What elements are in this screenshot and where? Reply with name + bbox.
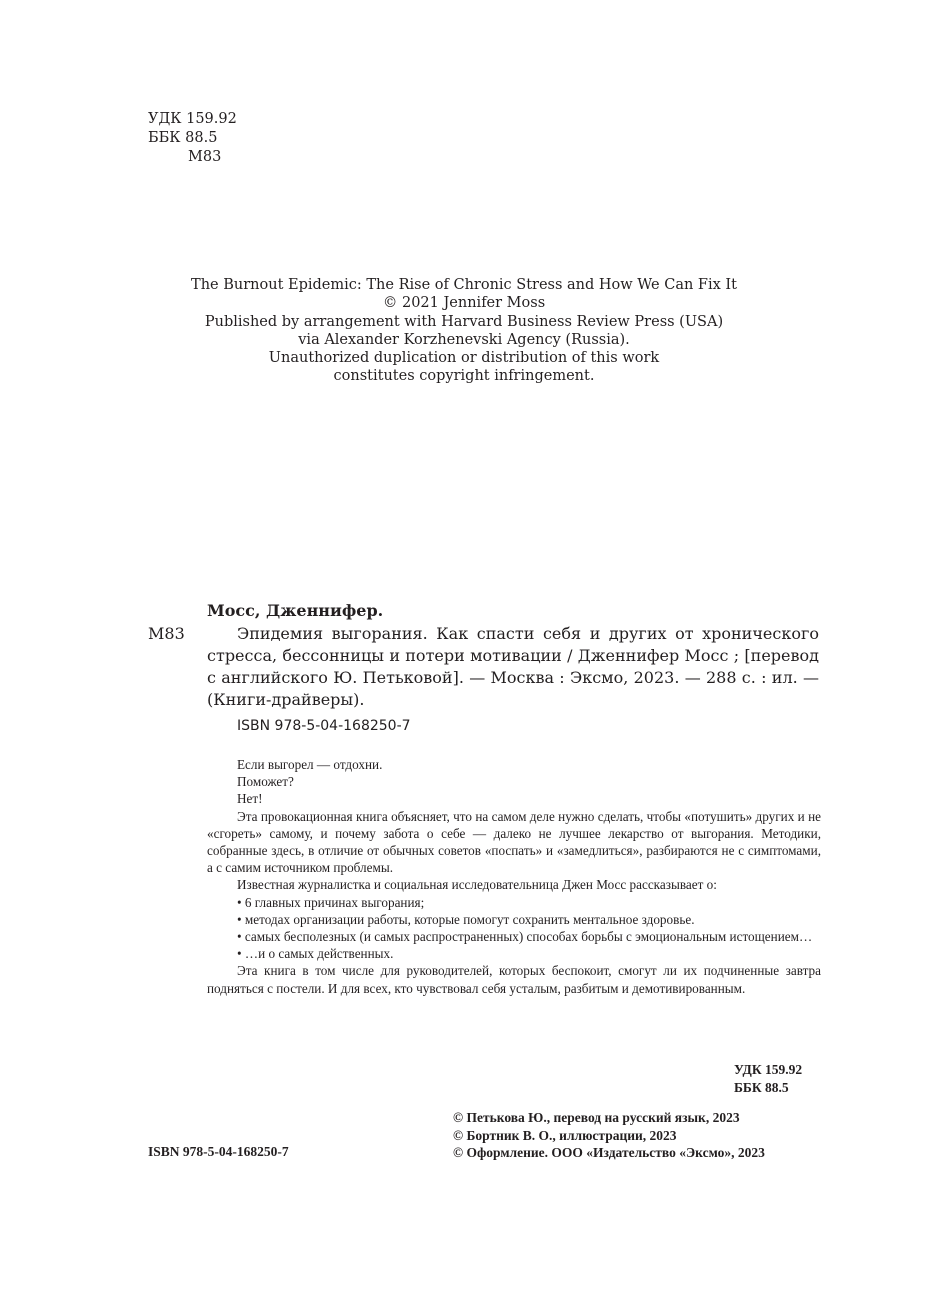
bbk-code: ББК 88.5 (734, 1079, 789, 1095)
copyright-block (453, 1109, 765, 1162)
record-cipher: М83 (148, 624, 185, 643)
author-sign: М83 (188, 149, 222, 165)
rights-line: constitutes copyright infringement. (333, 368, 595, 385)
classification-bottom (734, 1061, 802, 1096)
annotation-paragraph: • …и о самых действенных. (237, 946, 394, 962)
classification-top (148, 110, 237, 167)
annotation-paragraph: • методах организации работы, которые помогут сохранить ментальное здоровье. (237, 911, 695, 927)
udk-code: УДК 159.92 (148, 111, 237, 127)
rights-line: The Burnout Epidemic: The Rise of Chronic Stress and How We Can Fix It (191, 277, 737, 293)
rights-notice (0, 276, 928, 386)
rights-line: via Alexander Korzhenevski Agency (Russia). (298, 331, 630, 348)
rights-line: Published by arrangement with Harvard Business Review Press (USA) (204, 313, 724, 330)
record-isbn: ISBN 978-5-04-168250-7 (237, 718, 411, 734)
annotation-paragraph: • самых бесполезных (и самых распространенных) способах борьбы с эмоциональным истощением… (237, 929, 813, 945)
copyright-line: © Оформление. ООО «Издательство «Эксмо», 2023 (453, 1145, 765, 1160)
rights-line: © 2021 Jennifer Moss (382, 295, 546, 312)
annotation-paragraph: Известная журналистка и социальная исследовательница Джен Мосс рассказывает о: (237, 877, 717, 893)
rights-line: Unauthorized duplication or distribution of this work (268, 350, 660, 367)
copyright-line: © Петькова Ю., перевод на русский язык, 2023 (453, 1110, 740, 1125)
record-author: Мосс, Дженнифер. (207, 601, 384, 620)
isbn-bottom: ISBN 978-5-04-168250-7 (148, 1144, 289, 1159)
annotation-paragraph: Эта провокационная книга объясняет, что на самом деле нужно сделать, чтобы «потушить» других и не «сгореть» самому, и почему забота о себе — далеко не лучшее лекарство от выгорания. Методики, собранные здесь, в отличие от обычных советов «поспать» и «замедлиться», разбираются не с симптомами, а с самим источником проблемы. (207, 808, 821, 876)
annotation-paragraph: Нет! (237, 791, 263, 807)
annotation-paragraph: Если выгорел — отдохни. (237, 757, 383, 772)
annotation-paragraph: Эта книга в том числе для руководителей, которых беспокоит, смогут ли их подчиненные завтра подняться с постели. И для всех, кто чувствовал себя усталым, разбитым и демотивированным. (207, 963, 821, 996)
record-description: Эпидемия выгорания. Как спасти себя и других от хронического стресса, бессонницы и потери мотивации / Дженнифер Мосс ; [перевод с английского Ю. Петьковой]. — Москва : Эксмо, 2023. — 288 с. : ил. — (Книги-драйверы). (207, 624, 819, 709)
copyright-line: © Бортник В. О., иллюстрации, 2023 (453, 1127, 677, 1143)
bbk-code: ББК 88.5 (148, 130, 218, 146)
annotation-paragraph: Поможет? (237, 774, 294, 790)
annotation (207, 756, 821, 997)
annotation-paragraph: • 6 главных причинах выгорания; (237, 894, 425, 910)
udk-code: УДК 159.92 (734, 1062, 803, 1077)
